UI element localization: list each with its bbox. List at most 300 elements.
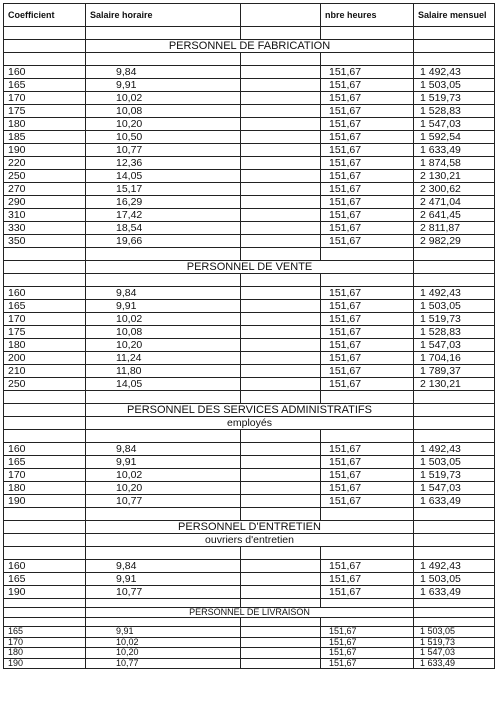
salaire-horaire-cell: 10,08	[86, 326, 241, 339]
empty-cell	[414, 274, 495, 287]
empty-cell	[241, 209, 321, 222]
coefficient-cell: 190	[4, 495, 86, 508]
empty-cell	[241, 287, 321, 300]
salaire-mensuel-cell: 1 547,03	[414, 118, 495, 131]
salaire-horaire-cell: 9,84	[86, 560, 241, 573]
nbre-heures-cell: 151,67	[321, 378, 414, 391]
empty-cell	[241, 508, 321, 521]
empty-cell	[414, 40, 495, 53]
coefficient-cell: 170	[4, 469, 86, 482]
nbre-heures-cell: 151,67	[321, 183, 414, 196]
empty-cell	[241, 196, 321, 209]
salaire-horaire-cell: 10,02	[86, 92, 241, 105]
empty-cell	[4, 248, 86, 261]
salaire-horaire-cell: 10,02	[86, 469, 241, 482]
section-title	[4, 521, 495, 534]
empty-cell	[241, 248, 321, 261]
salaire-mensuel-cell: 1 503,05	[414, 300, 495, 313]
table-row	[4, 222, 495, 235]
coefficient-cell: 190	[4, 586, 86, 599]
salaire-horaire-cell: 10,20	[86, 648, 241, 659]
empty-cell	[241, 658, 321, 669]
table-row	[4, 170, 495, 183]
empty-cell	[241, 131, 321, 144]
empty-cell	[414, 508, 495, 521]
table-row	[4, 235, 495, 248]
nbre-heures-cell: 151,67	[321, 658, 414, 669]
salaire-horaire-cell: 9,84	[86, 287, 241, 300]
salaire-horaire-cell: 11,80	[86, 365, 241, 378]
empty-cell	[241, 391, 321, 404]
nbre-heures-cell: 151,67	[321, 560, 414, 573]
table-row	[4, 105, 495, 118]
empty-cell	[241, 586, 321, 599]
empty-cell	[241, 313, 321, 326]
coefficient-cell: 310	[4, 209, 86, 222]
salaire-mensuel-cell: 1 547,03	[414, 482, 495, 495]
empty-cell	[241, 300, 321, 313]
nbre-heures-cell: 151,67	[321, 196, 414, 209]
empty-cell	[86, 274, 241, 287]
section-gap	[4, 618, 495, 627]
salaire-horaire-cell: 9,91	[86, 300, 241, 313]
coefficient-cell: 165	[4, 300, 86, 313]
empty-cell	[4, 27, 86, 40]
empty-cell	[4, 547, 86, 560]
empty-cell	[4, 534, 86, 547]
nbre-heures-cell: 151,67	[321, 222, 414, 235]
nbre-heures-cell: 151,67	[321, 313, 414, 326]
salaire-mensuel-cell: 1 519,73	[414, 92, 495, 105]
empty-cell	[86, 391, 241, 404]
empty-cell	[241, 170, 321, 183]
empty-cell	[414, 404, 495, 417]
salaire-mensuel-cell: 1 547,03	[414, 339, 495, 352]
empty-cell	[241, 482, 321, 495]
table-row	[4, 313, 495, 326]
table-row	[4, 586, 495, 599]
table-row	[4, 627, 495, 638]
empty-cell	[86, 508, 241, 521]
empty-cell	[414, 521, 495, 534]
empty-cell	[241, 599, 321, 608]
empty-cell	[241, 92, 321, 105]
nbre-heures-cell: 151,67	[321, 92, 414, 105]
nbre-heures-cell: 151,67	[321, 105, 414, 118]
section-subtitle-label: ouvriers d'entretien	[86, 534, 414, 547]
empty-cell	[241, 79, 321, 92]
section-title	[4, 261, 495, 274]
empty-cell	[241, 443, 321, 456]
empty-cell	[4, 599, 86, 608]
empty-cell	[321, 274, 414, 287]
nbre-heures-cell: 151,67	[321, 495, 414, 508]
empty-cell	[414, 618, 495, 627]
empty-cell	[321, 248, 414, 261]
salaire-horaire-cell: 10,50	[86, 131, 241, 144]
table-row	[4, 326, 495, 339]
table-row	[4, 560, 495, 573]
section-gap	[4, 547, 495, 560]
table-row	[4, 300, 495, 313]
empty-cell	[241, 144, 321, 157]
table-row	[4, 157, 495, 170]
nbre-heures-cell: 151,67	[321, 118, 414, 131]
table-row	[4, 365, 495, 378]
salaire-horaire-cell: 9,91	[86, 573, 241, 586]
salaire-horaire-cell: 10,02	[86, 313, 241, 326]
empty-cell	[4, 261, 86, 274]
empty-cell	[321, 53, 414, 66]
nbre-heures-cell: 151,67	[321, 326, 414, 339]
empty-cell	[414, 53, 495, 66]
nbre-heures-cell: 151,67	[321, 352, 414, 365]
empty-cell	[86, 53, 241, 66]
salaire-mensuel-cell: 1 503,05	[414, 627, 495, 638]
table-row	[4, 339, 495, 352]
coefficient-cell: 180	[4, 339, 86, 352]
section-gap	[4, 274, 495, 287]
salaire-horaire-cell: 18,54	[86, 222, 241, 235]
empty-cell	[321, 508, 414, 521]
table-row	[4, 183, 495, 196]
nbre-heures-cell: 151,67	[321, 144, 414, 157]
coefficient-cell: 175	[4, 105, 86, 118]
empty-cell	[86, 618, 241, 627]
section-title	[4, 40, 495, 53]
empty-cell	[241, 378, 321, 391]
nbre-heures-cell: 151,67	[321, 482, 414, 495]
nbre-heures-cell: 151,67	[321, 131, 414, 144]
empty-cell	[86, 27, 241, 40]
salaire-horaire-cell: 15,17	[86, 183, 241, 196]
empty-cell	[241, 157, 321, 170]
salary-grid-sheet	[3, 3, 494, 669]
salaire-horaire-cell: 11,24	[86, 352, 241, 365]
salaire-horaire-cell: 9,91	[86, 456, 241, 469]
empty-cell	[241, 27, 321, 40]
section-title-label: PERSONNEL DES SERVICES ADMINISTRATIFS	[86, 404, 414, 417]
empty-cell	[321, 391, 414, 404]
empty-cell	[4, 391, 86, 404]
empty-cell	[241, 469, 321, 482]
empty-cell	[241, 235, 321, 248]
salaire-mensuel-cell: 1 633,49	[414, 144, 495, 157]
empty-cell	[414, 599, 495, 608]
table-row	[4, 443, 495, 456]
empty-cell	[4, 274, 86, 287]
empty-cell	[241, 326, 321, 339]
salaire-mensuel-cell: 1 519,73	[414, 313, 495, 326]
coefficient-cell: 250	[4, 378, 86, 391]
empty-cell	[241, 648, 321, 659]
salaire-mensuel-cell: 1 528,83	[414, 326, 495, 339]
coefficient-cell: 165	[4, 573, 86, 586]
empty-cell	[414, 261, 495, 274]
empty-cell	[241, 339, 321, 352]
salaire-mensuel-cell: 1 492,43	[414, 560, 495, 573]
salaire-horaire-cell: 16,29	[86, 196, 241, 209]
coefficient-cell: 190	[4, 144, 86, 157]
empty-cell	[241, 573, 321, 586]
empty-cell	[4, 618, 86, 627]
empty-cell	[414, 248, 495, 261]
salaire-mensuel-cell: 1 519,73	[414, 637, 495, 648]
salaire-mensuel-cell: 1 633,49	[414, 586, 495, 599]
header-salaire-horaire: Salaire horaire	[86, 4, 241, 27]
empty-cell	[414, 534, 495, 547]
coefficient-cell: 180	[4, 482, 86, 495]
table-row	[4, 482, 495, 495]
salaire-horaire-cell: 9,84	[86, 443, 241, 456]
salaire-mensuel-cell: 1 592,54	[414, 131, 495, 144]
table-row	[4, 79, 495, 92]
coefficient-cell: 165	[4, 456, 86, 469]
salaire-mensuel-cell: 1 789,37	[414, 365, 495, 378]
empty-cell	[414, 417, 495, 430]
salaire-horaire-cell: 10,02	[86, 637, 241, 648]
empty-cell	[241, 430, 321, 443]
nbre-heures-cell: 151,67	[321, 586, 414, 599]
empty-cell	[4, 40, 86, 53]
section-subtitle-label: employés	[86, 417, 414, 430]
empty-cell	[241, 365, 321, 378]
table-row	[4, 131, 495, 144]
nbre-heures-cell: 151,67	[321, 235, 414, 248]
salaire-mensuel-cell: 2 300,62	[414, 183, 495, 196]
salaire-mensuel-cell: 1 704,16	[414, 352, 495, 365]
empty-cell	[4, 608, 86, 618]
coefficient-cell: 180	[4, 118, 86, 131]
salaire-mensuel-cell: 2 982,29	[414, 235, 495, 248]
coefficient-cell: 175	[4, 326, 86, 339]
empty-cell	[321, 618, 414, 627]
section-gap	[4, 599, 495, 608]
coefficient-cell: 200	[4, 352, 86, 365]
empty-cell	[414, 27, 495, 40]
table-row	[4, 287, 495, 300]
coefficient-cell: 290	[4, 196, 86, 209]
coefficient-cell: 210	[4, 365, 86, 378]
salaire-mensuel-cell: 1 492,43	[414, 66, 495, 79]
empty-cell	[414, 547, 495, 560]
nbre-heures-cell: 151,67	[321, 157, 414, 170]
coefficient-cell: 170	[4, 637, 86, 648]
section-gap	[4, 27, 495, 40]
salaire-mensuel-cell: 1 547,03	[414, 648, 495, 659]
nbre-heures-cell: 151,67	[321, 170, 414, 183]
salaire-horaire-cell: 9,91	[86, 79, 241, 92]
section-gap	[4, 53, 495, 66]
salaire-horaire-cell: 14,05	[86, 378, 241, 391]
salaire-mensuel-cell: 2 641,45	[414, 209, 495, 222]
nbre-heures-cell: 151,67	[321, 300, 414, 313]
salaire-mensuel-cell: 2 130,21	[414, 170, 495, 183]
table-row	[4, 352, 495, 365]
empty-cell	[414, 391, 495, 404]
salaire-horaire-cell: 10,20	[86, 118, 241, 131]
table-row	[4, 469, 495, 482]
section-gap	[4, 508, 495, 521]
header-row	[4, 4, 495, 27]
salaire-mensuel-cell: 1 874,58	[414, 157, 495, 170]
salaire-horaire-cell: 10,77	[86, 586, 241, 599]
nbre-heures-cell: 151,67	[321, 339, 414, 352]
empty-cell	[4, 417, 86, 430]
salaire-mensuel-cell: 1 528,83	[414, 105, 495, 118]
table-row	[4, 144, 495, 157]
table-row	[4, 456, 495, 469]
empty-cell	[241, 456, 321, 469]
table-row	[4, 658, 495, 669]
section-title	[4, 608, 495, 618]
salaire-mensuel-cell: 1 503,05	[414, 456, 495, 469]
salaire-mensuel-cell: 1 503,05	[414, 573, 495, 586]
empty-cell	[321, 27, 414, 40]
nbre-heures-cell: 151,67	[321, 365, 414, 378]
salaire-horaire-cell: 17,42	[86, 209, 241, 222]
table-row	[4, 573, 495, 586]
salaire-horaire-cell: 10,20	[86, 339, 241, 352]
salaire-horaire-cell: 10,77	[86, 495, 241, 508]
nbre-heures-cell: 151,67	[321, 456, 414, 469]
empty-cell	[4, 430, 86, 443]
coefficient-cell: 165	[4, 79, 86, 92]
coefficient-cell: 270	[4, 183, 86, 196]
nbre-heures-cell: 151,67	[321, 287, 414, 300]
nbre-heures-cell: 151,67	[321, 627, 414, 638]
section-subtitle	[4, 417, 495, 430]
coefficient-cell: 170	[4, 92, 86, 105]
salaire-horaire-cell: 12,36	[86, 157, 241, 170]
salaire-mensuel-cell: 2 811,87	[414, 222, 495, 235]
section-title	[4, 404, 495, 417]
grid-body	[4, 27, 495, 669]
salaire-horaire-cell: 10,08	[86, 105, 241, 118]
salaire-horaire-cell: 9,84	[86, 66, 241, 79]
coefficient-cell: 160	[4, 560, 86, 573]
salary-grid-table	[3, 3, 495, 669]
coefficient-cell: 165	[4, 627, 86, 638]
coefficient-cell: 330	[4, 222, 86, 235]
coefficient-cell: 160	[4, 443, 86, 456]
section-subtitle	[4, 534, 495, 547]
table-row	[4, 495, 495, 508]
header-nbre-heures: nbre heures	[321, 4, 414, 27]
empty-cell	[414, 608, 495, 618]
empty-cell	[241, 560, 321, 573]
empty-cell	[241, 183, 321, 196]
empty-cell	[241, 274, 321, 287]
coefficient-cell: 185	[4, 131, 86, 144]
empty-cell	[4, 521, 86, 534]
empty-cell	[86, 430, 241, 443]
empty-cell	[241, 618, 321, 627]
salaire-horaire-cell: 10,77	[86, 658, 241, 669]
table-row	[4, 92, 495, 105]
table-row	[4, 118, 495, 131]
salaire-mensuel-cell: 1 492,43	[414, 443, 495, 456]
coefficient-cell: 170	[4, 313, 86, 326]
nbre-heures-cell: 151,67	[321, 469, 414, 482]
coefficient-cell: 190	[4, 658, 86, 669]
table-row	[4, 66, 495, 79]
empty-cell	[241, 495, 321, 508]
table-row	[4, 378, 495, 391]
empty-cell	[4, 508, 86, 521]
section-title-label: PERSONNEL DE LIVRAISON	[86, 608, 414, 618]
coefficient-cell: 220	[4, 157, 86, 170]
nbre-heures-cell: 151,67	[321, 66, 414, 79]
empty-cell	[241, 627, 321, 638]
empty-cell	[241, 547, 321, 560]
nbre-heures-cell: 151,67	[321, 209, 414, 222]
header-coefficient: Coefficient	[4, 4, 86, 27]
empty-cell	[241, 66, 321, 79]
salaire-horaire-cell: 19,66	[86, 235, 241, 248]
empty-cell	[86, 248, 241, 261]
table-row	[4, 209, 495, 222]
section-title-label: PERSONNEL D'ENTRETIEN	[86, 521, 414, 534]
section-title-label: PERSONNEL DE VENTE	[86, 261, 414, 274]
salaire-horaire-cell: 9,91	[86, 627, 241, 638]
empty-cell	[4, 53, 86, 66]
empty-cell	[241, 118, 321, 131]
empty-cell	[241, 637, 321, 648]
empty-cell	[321, 547, 414, 560]
section-gap	[4, 248, 495, 261]
empty-cell	[4, 404, 86, 417]
nbre-heures-cell: 151,67	[321, 443, 414, 456]
salaire-mensuel-cell: 1 492,43	[414, 287, 495, 300]
salaire-horaire-cell: 10,77	[86, 144, 241, 157]
section-gap	[4, 391, 495, 404]
empty-cell	[241, 222, 321, 235]
salaire-mensuel-cell: 2 471,04	[414, 196, 495, 209]
nbre-heures-cell: 151,67	[321, 79, 414, 92]
empty-cell	[86, 599, 241, 608]
nbre-heures-cell: 151,67	[321, 637, 414, 648]
coefficient-cell: 250	[4, 170, 86, 183]
salaire-horaire-cell: 14,05	[86, 170, 241, 183]
empty-cell	[414, 430, 495, 443]
empty-cell	[86, 547, 241, 560]
salaire-mensuel-cell: 1 633,49	[414, 495, 495, 508]
salaire-mensuel-cell: 1 503,05	[414, 79, 495, 92]
coefficient-cell: 350	[4, 235, 86, 248]
header-salaire-mensuel: Salaire mensuel	[414, 4, 495, 27]
coefficient-cell: 160	[4, 66, 86, 79]
nbre-heures-cell: 151,67	[321, 573, 414, 586]
salaire-mensuel-cell: 2 130,21	[414, 378, 495, 391]
empty-cell	[241, 53, 321, 66]
table-row	[4, 648, 495, 659]
section-title-label: PERSONNEL DE FABRICATION	[86, 40, 414, 53]
header-spacer	[241, 4, 321, 27]
empty-cell	[241, 105, 321, 118]
salaire-horaire-cell: 10,20	[86, 482, 241, 495]
nbre-heures-cell: 151,67	[321, 648, 414, 659]
empty-cell	[321, 430, 414, 443]
empty-cell	[321, 599, 414, 608]
table-row	[4, 196, 495, 209]
section-gap	[4, 430, 495, 443]
table-row	[4, 637, 495, 648]
empty-cell	[241, 352, 321, 365]
coefficient-cell: 180	[4, 648, 86, 659]
salaire-mensuel-cell: 1 519,73	[414, 469, 495, 482]
salaire-mensuel-cell: 1 633,49	[414, 658, 495, 669]
